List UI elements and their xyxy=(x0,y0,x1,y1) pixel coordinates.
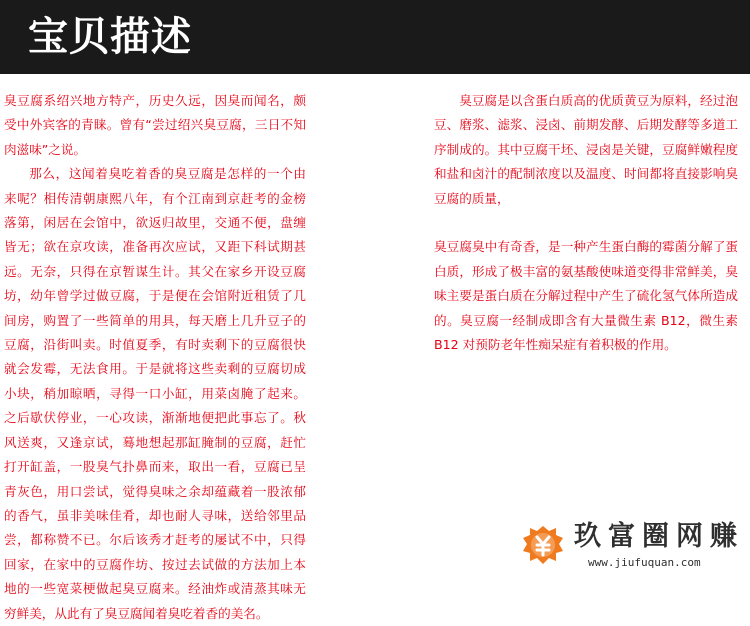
right-column-text xyxy=(434,89,738,357)
site-watermark xyxy=(518,518,744,574)
page-header xyxy=(0,0,750,74)
watermark-title: 玖富圈网赚 xyxy=(574,521,744,552)
left-column-text xyxy=(4,89,306,626)
nutrition-paragraph: 臭豆腐臭中有奇香，是一种产生蛋白酶的霉菌分解了蛋白质，形成了极丰富的氨基酸使味道变得非常鲜美，臭味主要是蛋白质在分解过程中产生了硫化氢气体所造成的。臭豆腐一经制成即含有大量微生素 B12，微生素 B12 对预防老年性痴呆症有着积极的作用。 xyxy=(434,239,738,353)
page-title: 宝贝描述 xyxy=(28,14,192,60)
intro-paragraph: 臭豆腐系绍兴地方特产，历史久远，因臭而闻名，颇受中外宾客的青睐。曾有“尝过绍兴臭豆腐，三日不知肉滋味”之说。 xyxy=(4,93,306,157)
process-paragraph: 臭豆腐是以含蛋白质高的优质黄豆为原料，经过泡豆、磨浆、滤浆、浸卤、前期发酵、后期发酵等多道工序制成的。其中豆腐干坯、浸卤是关键，豆腐鲜嫩程度和盐和卤汁的配制浓度以及温度、时间都将直接影响臭豆腐的质量， xyxy=(434,93,738,206)
legend-paragraph: 那么，这闻着臭吃着香的臭豆腐是怎样的一个由来呢？相传清朝康熙八年，有个江南到京赶考的金榜落第，闲居在会馆中，欲返归故里，交通不便，盘缠皆无；欲在京攻读，准备再次应试，又距下科试期甚远。无奈，只得在京暂谋生计。其父在家乡开设豆腐坊，幼年曾学过做豆腐，于是便在会馆附近租赁了几间房，购置了一些简单的用具，每天磨上几升豆子的豆腐，沿街叫卖。时值夏季，有时卖剩下的豆腐很快就会发霉，无法食用。于是就将这些卖剩的豆腐切成小块，稍加晾晒，寻得一口小缸，用菜卤腌了起来。之后歇伏停业，一心攻读，渐渐地便把此事忘了。秋风送爽，又逢京试，蓦地想起那缸腌制的豆腐，赶忙打开缸盖，一股臭气扑鼻而来，取出一看，豆腐已呈青灰色，用口尝试，觉得臭味之余却蕴藏着一股浓郁的香气，虽非美味佳肴，却也耐人寻味，送给邻里品尝，都称赞不已。尔后该秀才赶考的屡试不中，只得回家，在家中的豆腐作坊、按过去试做的方法加上本地的一些宽菜梗做起臭豆腐来。经油炸或清蒸其味无穷鲜美，从此有了臭豆腐闻着臭吃着香的美名。 xyxy=(4,166,306,621)
watermark-url: www.jiufuquan.com xyxy=(588,556,701,569)
coin-logo-icon xyxy=(518,522,568,568)
